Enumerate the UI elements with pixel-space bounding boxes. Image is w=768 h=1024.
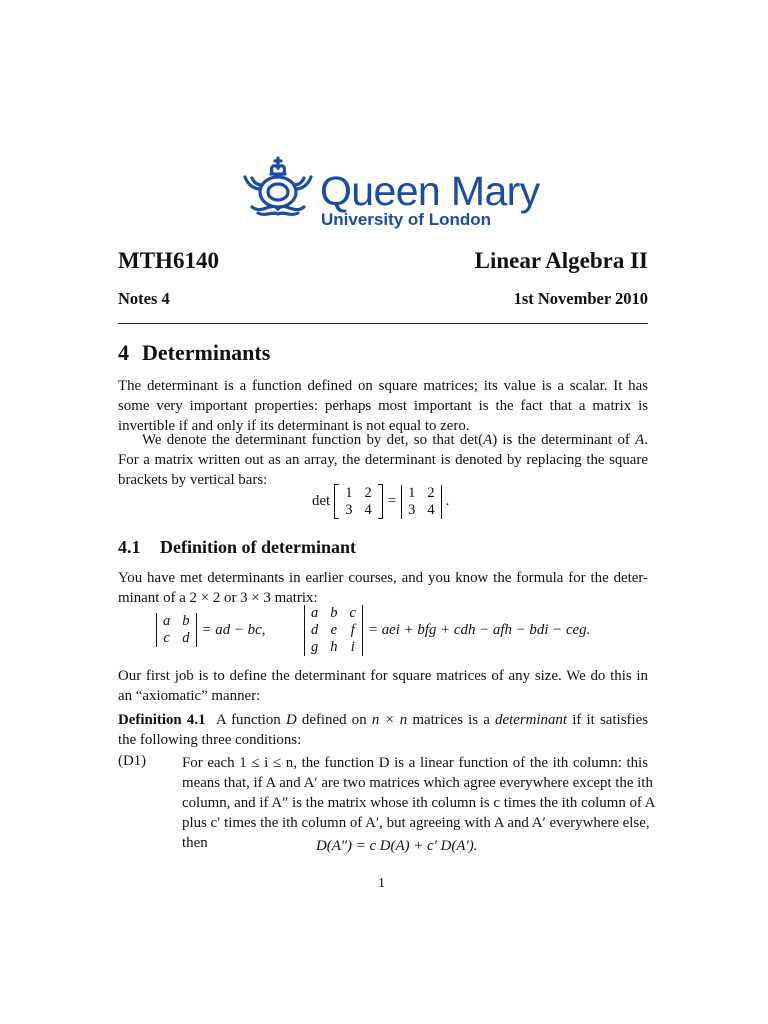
det-2x2-rhs: = ad − bc, bbox=[201, 621, 266, 638]
text-line: For a matrix written out as an array, the determinant is denoted by replacing the square bbox=[118, 452, 648, 468]
crown-crest-icon bbox=[242, 155, 314, 217]
notation-paragraph bbox=[118, 430, 648, 490]
university-logo bbox=[242, 155, 540, 230]
formula-intro-paragraph bbox=[118, 568, 648, 608]
header-divider bbox=[118, 323, 648, 324]
text-line: invertible if and only if its determinant is not equal to zero. bbox=[118, 418, 470, 434]
section-number: 4 bbox=[118, 340, 129, 365]
det-2x2-formula bbox=[156, 613, 265, 647]
bar-matrix: 1 2 3 4 bbox=[401, 485, 442, 519]
notes-date: 1st November 2010 bbox=[513, 289, 648, 308]
subsection-number: 4.1 bbox=[118, 537, 141, 557]
course-code: MTH6140 bbox=[118, 248, 219, 273]
text-line: Definition 4.1 A function D defined on n × n matrices is a determinant if it satisfies bbox=[118, 712, 648, 728]
text-line: minant of a 2 × 2 or 3 × 3 matrix: bbox=[118, 590, 318, 606]
matrix-2x2: a b c d bbox=[156, 613, 197, 647]
definition-term: determinant bbox=[495, 712, 568, 728]
notes-label: Notes 4 bbox=[118, 289, 170, 308]
logo-subtitle: University of London bbox=[321, 210, 491, 229]
det-word: det bbox=[312, 493, 331, 509]
section-title: Determinants bbox=[142, 340, 271, 365]
text-line: some very important properties: perhaps most important is the fact that a matrix is bbox=[118, 398, 648, 414]
axiomatic-paragraph bbox=[118, 666, 648, 706]
text-line: We denote the determinant function by det, so that det(A) is the determinant of A. bbox=[142, 432, 648, 448]
linearity-equation: D(A″) = c D(A) + c′ D(A′). bbox=[316, 838, 478, 854]
text-line: plus c′ times the ith column of A′, but agreeing with A and A′ everywhere else, bbox=[182, 815, 650, 831]
course-name: Linear Algebra II bbox=[474, 248, 648, 273]
text-line: column, and if A″ is the matrix whose ith column is c times the ith column of A bbox=[182, 795, 656, 811]
subsection-title: Definition of determinant bbox=[160, 537, 356, 557]
text-line: the following three conditions: bbox=[118, 732, 302, 748]
text-line: Our first job is to define the determinant for square matrices of any size. We do this in bbox=[118, 668, 648, 684]
matrix-3x3: a b c d e f g h i bbox=[304, 605, 363, 656]
equals-sign: = bbox=[387, 493, 397, 509]
page-number: 1 bbox=[378, 876, 385, 891]
definition-4-1 bbox=[118, 710, 648, 750]
logo-title: Queen Mary bbox=[320, 168, 540, 214]
det-3x3-formula bbox=[304, 605, 590, 656]
intro-paragraph bbox=[118, 376, 648, 436]
definition-label: Definition 4.1 bbox=[118, 712, 206, 728]
condition-label: (D1) bbox=[118, 753, 147, 769]
bracket-matrix: 1 2 3 4 bbox=[334, 484, 383, 519]
text-line: brackets by vertical bars: bbox=[118, 472, 268, 488]
equation-period: . bbox=[445, 493, 450, 509]
text-line: The determinant is a function defined on square matrices; its value is a scalar. It has bbox=[118, 378, 648, 394]
det-example-equation bbox=[312, 484, 449, 519]
text-line: means that, if A and A′ are two matrices which agree everywhere except the ith bbox=[182, 775, 653, 791]
text-line: For each 1 ≤ i ≤ n, the function D is a linear function of the ith column: this bbox=[182, 755, 648, 771]
text-line: then bbox=[182, 835, 208, 851]
text-line: You have met determinants in earlier courses, and you know the formula for the deter- bbox=[118, 570, 648, 586]
section-heading bbox=[118, 340, 270, 366]
subsection-heading bbox=[118, 537, 356, 558]
text-line: an “axiomatic” manner: bbox=[118, 688, 261, 704]
det-3x3-rhs: = aei + bfg + cdh − afh − bdi − ceg. bbox=[367, 622, 591, 638]
